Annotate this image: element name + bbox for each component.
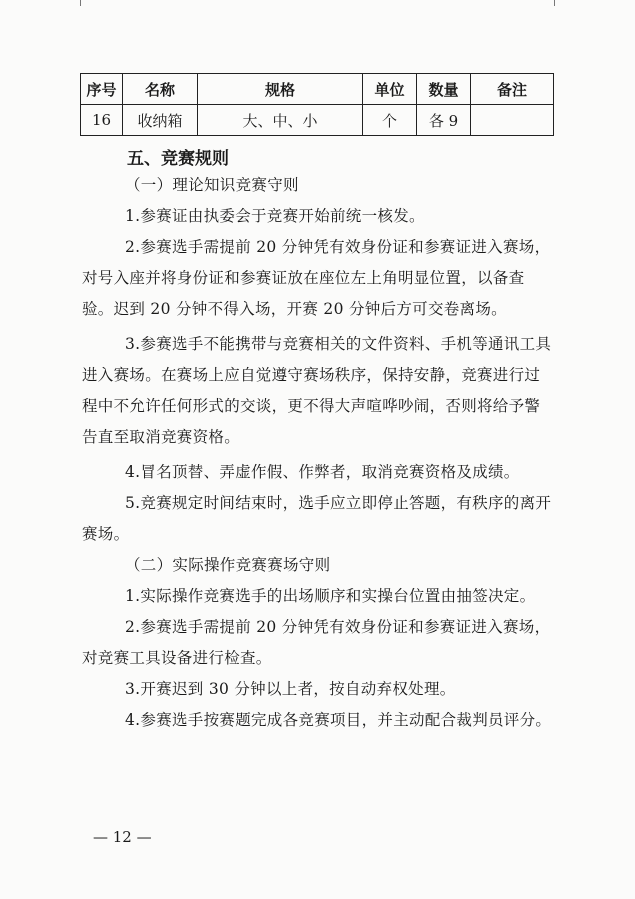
table-cell: 16: [81, 105, 123, 136]
subsection-heading: （二）实际操作竞赛赛场守则: [125, 556, 331, 574]
table-header-cell: 序号: [81, 74, 123, 105]
table-header-cell: 规格: [198, 74, 363, 105]
table-cell: 收纳箱: [123, 105, 198, 136]
paragraph: 1.参赛证由执委会于竞赛开始前统一核发。: [125, 207, 425, 225]
previous-table-edge: [80, 0, 555, 6]
paragraph: 3.参赛选手不能携带与竞赛相关的文件资料、手机等通讯工具进入赛场。在赛场上应自觉遵守赛场秩序，保持安静，竞赛进行过程中不允许任何形式的交谈，更不得大声喧哗吵闹，否则将给予警告直至取消竞赛资格。: [82, 335, 552, 446]
table-header-row: [81, 74, 554, 105]
table-header-cell: 数量: [417, 74, 471, 105]
table-header-cell: 单位: [363, 74, 417, 105]
subsection-heading: （一）理论知识竞赛守则: [125, 176, 299, 194]
table-header-cell: 备注: [471, 74, 554, 105]
paragraph: 2.参赛选手需提前 20 分钟凭有效身份证和参赛证进入赛场，对号入座并将身份证和参赛证放在座位左上角明显位置，以备查验。迟到 20 分钟不得入场，开赛 20 分钟后方可交卷离场。: [82, 238, 551, 318]
table-header-cell: 名称: [123, 74, 198, 105]
paragraph: 3.开赛迟到 30 分钟以上者，按自动弃权处理。: [125, 680, 456, 698]
paragraph: 2.参赛选手需提前 20 分钟凭有效身份证和参赛证进入赛场，对竞赛工具设备进行检查。: [82, 618, 551, 667]
body-text: [82, 170, 552, 736]
paragraph: 1.实际操作竞赛选手的出场顺序和实操台位置由抽签决定。: [125, 587, 536, 605]
table-cell: 个: [363, 105, 417, 136]
equipment-table: [80, 73, 554, 136]
paragraph: 5.竞赛规定时间结束时，选手应立即停止答题，有秩序的离开赛场。: [82, 494, 552, 543]
page-number: — 12 —: [93, 828, 152, 846]
table-row: [81, 105, 554, 136]
table-cell: 大、中、小: [198, 105, 363, 136]
section-title: 五、竞赛规则: [127, 149, 229, 169]
paragraph: 4.冒名顶替、弄虚作假、作弊者，取消竞赛资格及成绩。: [125, 463, 520, 481]
table-cell: 各 9: [417, 105, 471, 136]
paragraph: 4.参赛选手按赛题完成各竞赛项目，并主动配合裁判员评分。: [125, 711, 552, 729]
table-cell: [471, 105, 554, 136]
